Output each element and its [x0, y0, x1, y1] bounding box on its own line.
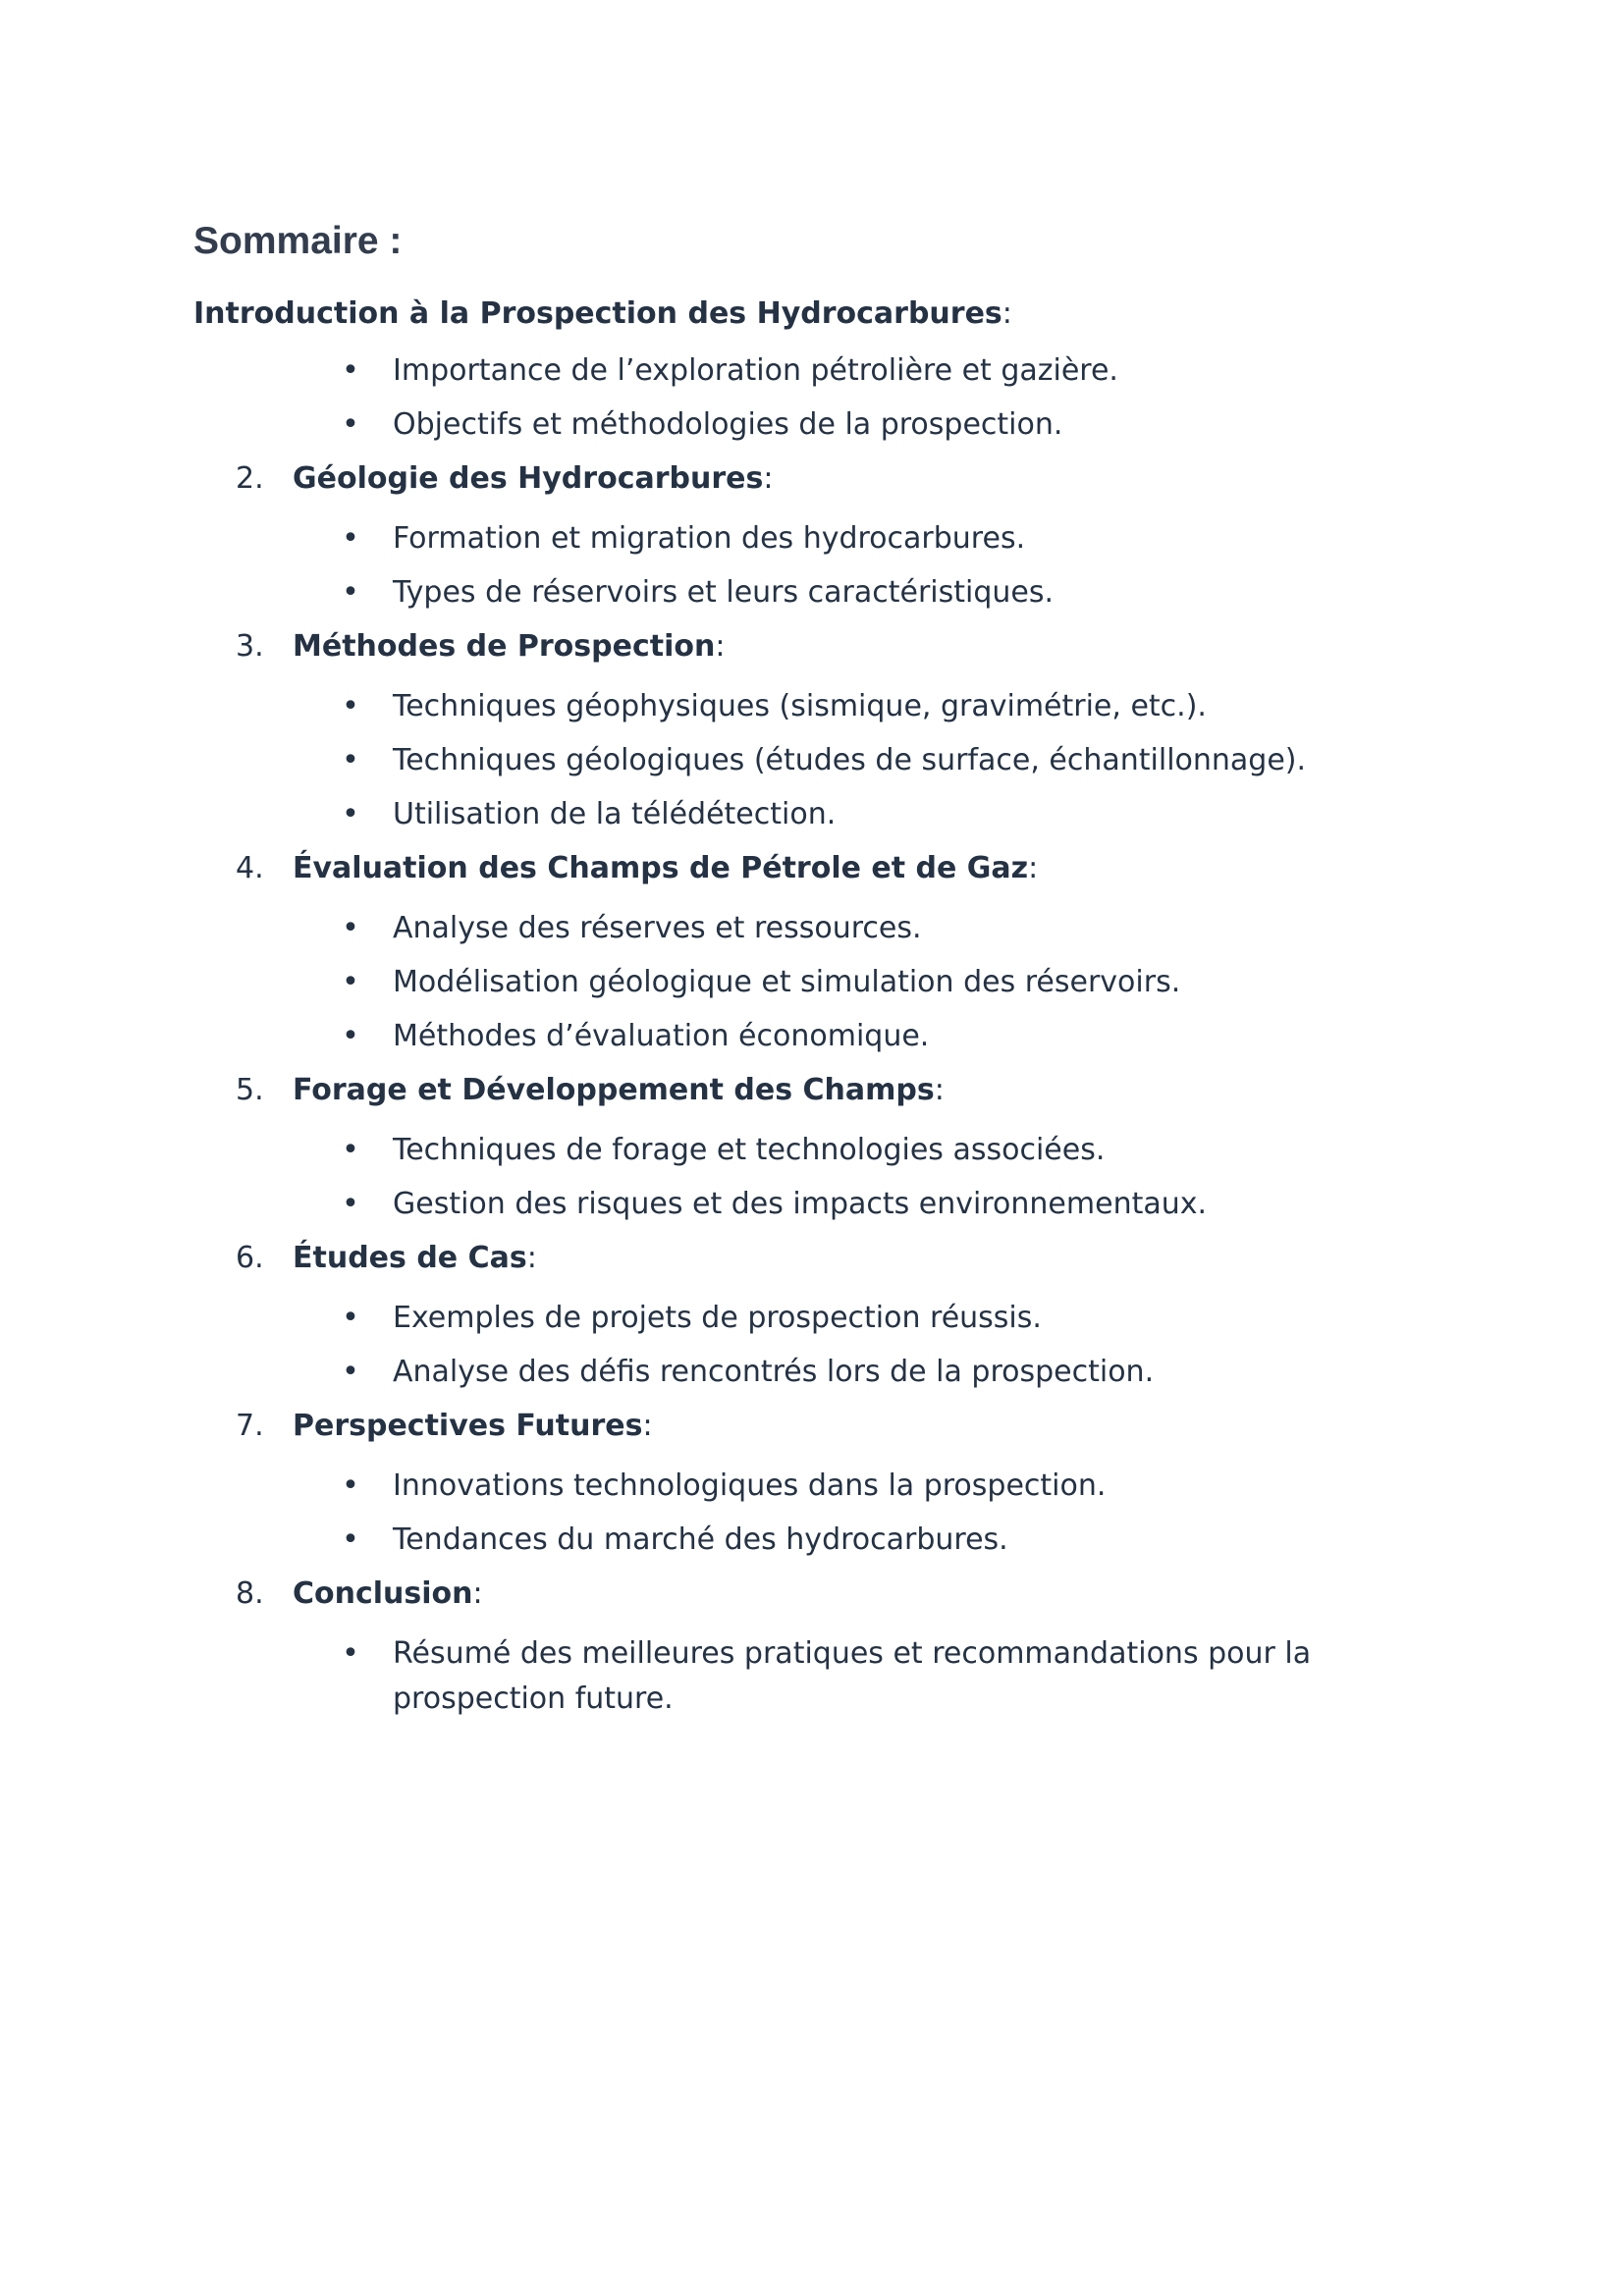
- list-item-text: Exemples de projets de prospection réussis.: [393, 1301, 1042, 1335]
- section-suffix: :: [763, 461, 774, 496]
- list-item: [339, 1014, 1321, 1059]
- section-suffix: :: [642, 1409, 653, 1443]
- list-item-text: Objectifs et méthodologies de la prospection.: [393, 407, 1063, 442]
- list-item-text: Modélisation géologique et simulation des réservoirs.: [393, 965, 1181, 999]
- page-title: Sommaire :: [193, 220, 403, 262]
- section-label: Évaluation des Champs de Pétrole et de Gaz: [293, 851, 1029, 885]
- bullet-icon: •: [342, 353, 359, 388]
- section-label: Géologie des Hydrocarbures: [293, 461, 764, 496]
- bullet-icon: •: [342, 965, 359, 999]
- list-item: [339, 906, 1321, 951]
- list-item: [339, 348, 1321, 394]
- list-item: [339, 1464, 1321, 1509]
- section-suffix: :: [1028, 851, 1039, 885]
- list-item-text: Formation et migration des hydrocarbures.: [393, 521, 1026, 556]
- list-item: [339, 1128, 1321, 1173]
- section-heading-8: [236, 1575, 483, 1614]
- list-item-text: Techniques géologiques (études de surface, échantillonnage).: [393, 743, 1307, 777]
- list-item: [339, 516, 1321, 561]
- bullet-icon: •: [342, 797, 359, 831]
- section-label: Études de Cas: [293, 1241, 527, 1275]
- bullet-icon: •: [342, 1636, 359, 1671]
- bullet-icon: •: [342, 1468, 359, 1503]
- section-label: Méthodes de Prospection: [293, 629, 716, 664]
- bullet-icon: •: [342, 407, 359, 442]
- list-item-text: Types de réservoirs et leurs caractéristiques.: [393, 575, 1055, 610]
- section-number: 5.: [236, 1073, 264, 1107]
- section-number: 3.: [236, 629, 264, 664]
- section-number: 7.: [236, 1409, 264, 1443]
- section-suffix: :: [1001, 296, 1012, 331]
- list-item: [339, 792, 1321, 837]
- bullet-icon: •: [342, 689, 359, 723]
- list-item-text: Méthodes d’évaluation économique.: [393, 1019, 930, 1053]
- bullet-icon: •: [342, 1355, 359, 1389]
- list-item-text: Techniques géophysiques (sismique, gravimétrie, etc.).: [393, 689, 1207, 723]
- list-item: [339, 570, 1321, 615]
- list-item-text: Résumé des meilleures pratiques et recommandations pour la prospection future.: [393, 1636, 1312, 1716]
- section-suffix: :: [526, 1241, 537, 1275]
- section-suffix: :: [472, 1576, 483, 1611]
- bullet-icon: •: [342, 1133, 359, 1167]
- list-item: [339, 1182, 1321, 1227]
- list-item-text: Tendances du marché des hydrocarbures.: [393, 1522, 1008, 1557]
- bullet-icon: •: [342, 743, 359, 777]
- section-heading-6: [236, 1239, 537, 1278]
- bullet-icon: •: [342, 575, 359, 610]
- list-item: [339, 402, 1321, 448]
- bullet-icon: •: [342, 1019, 359, 1053]
- section-number: 6.: [236, 1241, 264, 1275]
- section-heading-5: [236, 1071, 945, 1110]
- section-heading-intro: [193, 294, 1012, 334]
- section-heading-3: [236, 627, 725, 667]
- section-label: Forage et Développement des Champs: [293, 1073, 935, 1107]
- list-item: [339, 1631, 1321, 1722]
- list-item-text: Innovations technologiques dans la prospection.: [393, 1468, 1107, 1503]
- bullet-icon: •: [342, 1522, 359, 1557]
- list-item: [339, 1296, 1321, 1341]
- section-number: 8.: [236, 1576, 264, 1611]
- section-heading-4: [236, 849, 1038, 888]
- bullet-icon: •: [342, 521, 359, 556]
- list-item: [339, 684, 1321, 729]
- section-label: Conclusion: [293, 1576, 473, 1611]
- bullet-icon: •: [342, 1301, 359, 1335]
- list-item: [339, 1350, 1321, 1395]
- list-item-text: Techniques de forage et technologies associées.: [393, 1133, 1106, 1167]
- section-suffix: :: [715, 629, 726, 664]
- bullet-icon: •: [342, 1187, 359, 1221]
- list-item-text: Utilisation de la télédétection.: [393, 797, 837, 831]
- list-item-text: Importance de l’exploration pétrolière et gazière.: [393, 353, 1118, 388]
- section-heading-7: [236, 1407, 653, 1446]
- list-item-text: Analyse des réserves et ressources.: [393, 911, 922, 945]
- list-item: [339, 960, 1321, 1005]
- section-label: Introduction à la Prospection des Hydrocarbures: [193, 296, 1002, 331]
- section-number: 4.: [236, 851, 264, 885]
- list-item-text: Analyse des défis rencontrés lors de la prospection.: [393, 1355, 1155, 1389]
- section-label: Perspectives Futures: [293, 1409, 643, 1443]
- list-item: [339, 1518, 1321, 1563]
- list-item: [339, 738, 1321, 783]
- bullet-icon: •: [342, 911, 359, 945]
- section-number: 2.: [236, 461, 264, 496]
- section-heading-2: [236, 459, 773, 499]
- list-item-text: Gestion des risques et des impacts environnementaux.: [393, 1187, 1208, 1221]
- section-suffix: :: [934, 1073, 945, 1107]
